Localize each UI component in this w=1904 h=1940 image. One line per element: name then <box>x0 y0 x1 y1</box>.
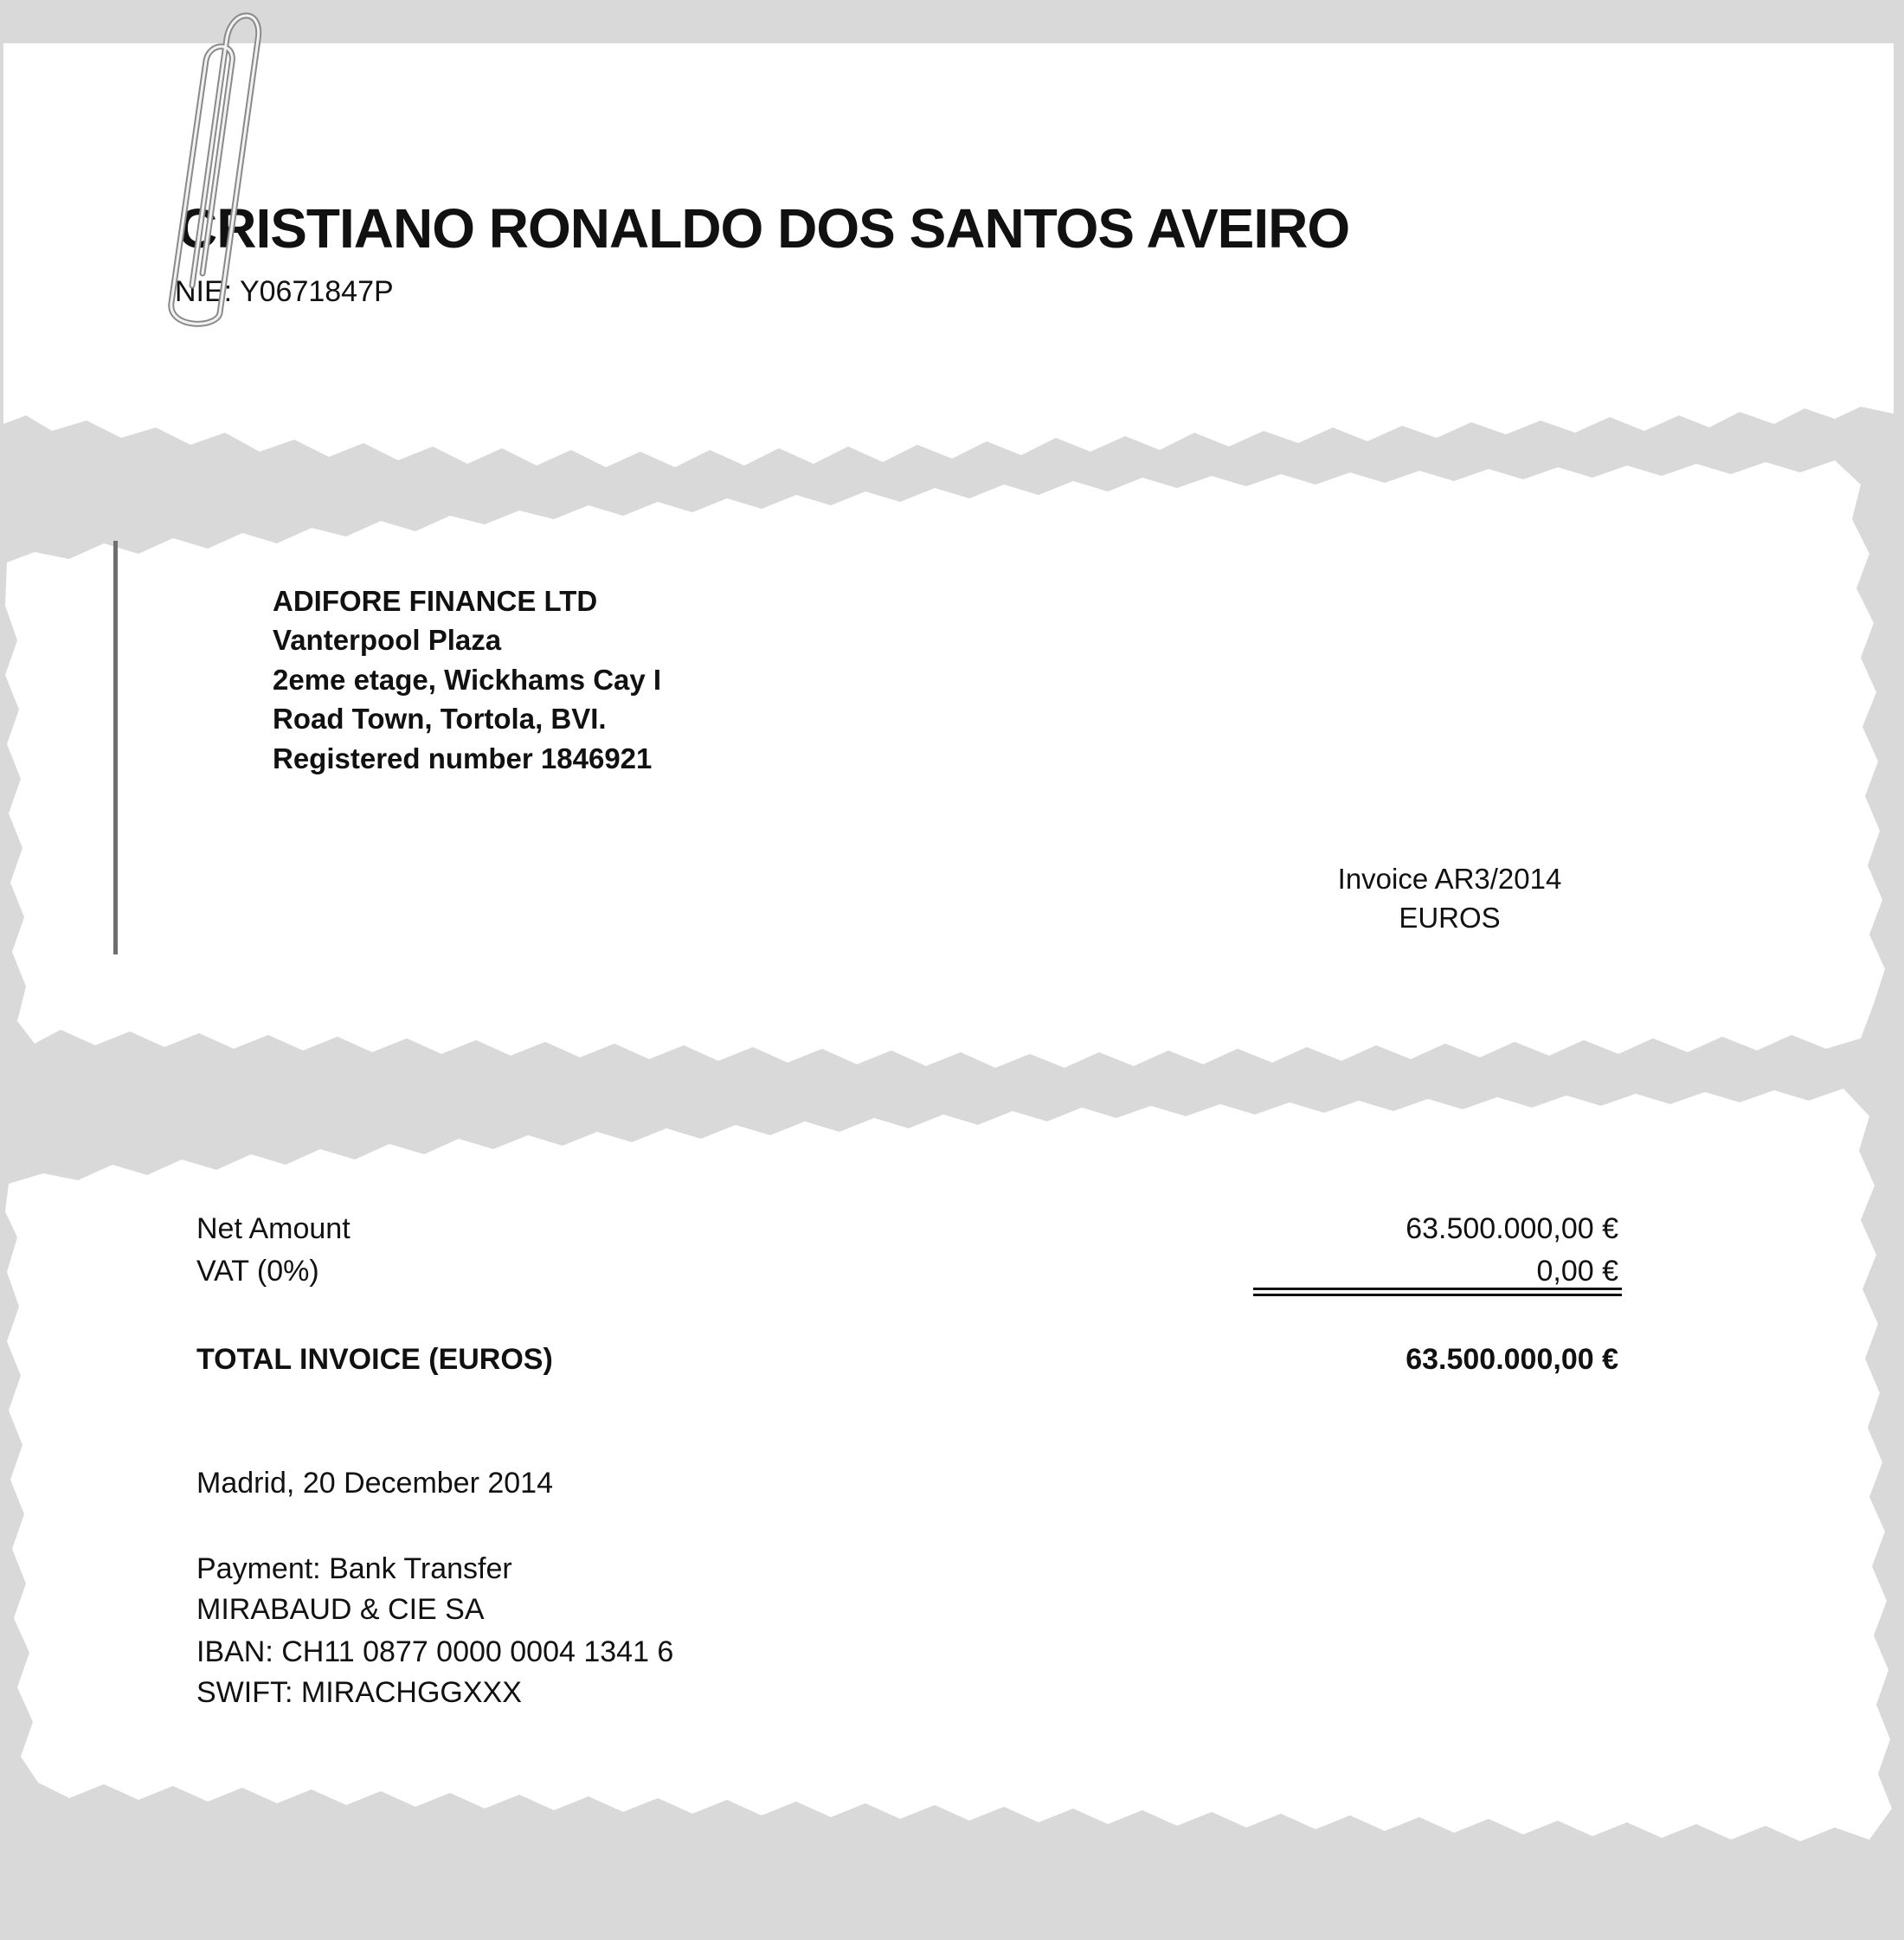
place-date: Madrid, 20 December 2014 <box>196 1467 554 1500</box>
recipient-registration: Registered number 1846921 <box>273 742 653 774</box>
total-label: TOTAL INVOICE (EUROS) <box>196 1343 553 1376</box>
recipient-building: Vanterpool Plaza <box>273 624 502 656</box>
payment-method: Payment: Bank Transfer <box>196 1552 512 1585</box>
net-amount-label: Net Amount <box>196 1212 351 1245</box>
recipient-street: 2eme etage, Wickhams Cay I <box>273 664 662 696</box>
payment-bank: MIRABAUD & CIE SA <box>196 1593 485 1626</box>
vat-label: VAT (0%) <box>196 1255 319 1288</box>
page-title: CRISTIANO RONALDO DOS SANTOS AVEIRO <box>177 197 1350 260</box>
payment-swift: SWIFT: MIRACHGGXXX <box>196 1676 522 1709</box>
margin-bar <box>113 541 118 954</box>
total-value: 63.500.000,00 € <box>1405 1343 1618 1376</box>
paper-fragment-amounts <box>5 1089 1892 1841</box>
net-amount-value: 63.500.000,00 € <box>1405 1212 1618 1245</box>
tax-id: NIE: Y0671847P <box>175 275 394 308</box>
vat-value: 0,00 € <box>1536 1255 1618 1288</box>
invoice-number: Invoice AR3/2014 <box>1337 863 1562 895</box>
recipient-city: Road Town, Tortola, BVI. <box>273 703 607 735</box>
recipient-company: ADIFORE FINANCE LTD <box>273 585 598 617</box>
total-double-rule <box>1253 1288 1622 1296</box>
payment-iban: IBAN: CH11 0877 0000 0004 1341 6 <box>196 1635 674 1668</box>
invoice-currency: EUROS <box>1399 902 1501 934</box>
paperclip-icon <box>156 0 277 329</box>
